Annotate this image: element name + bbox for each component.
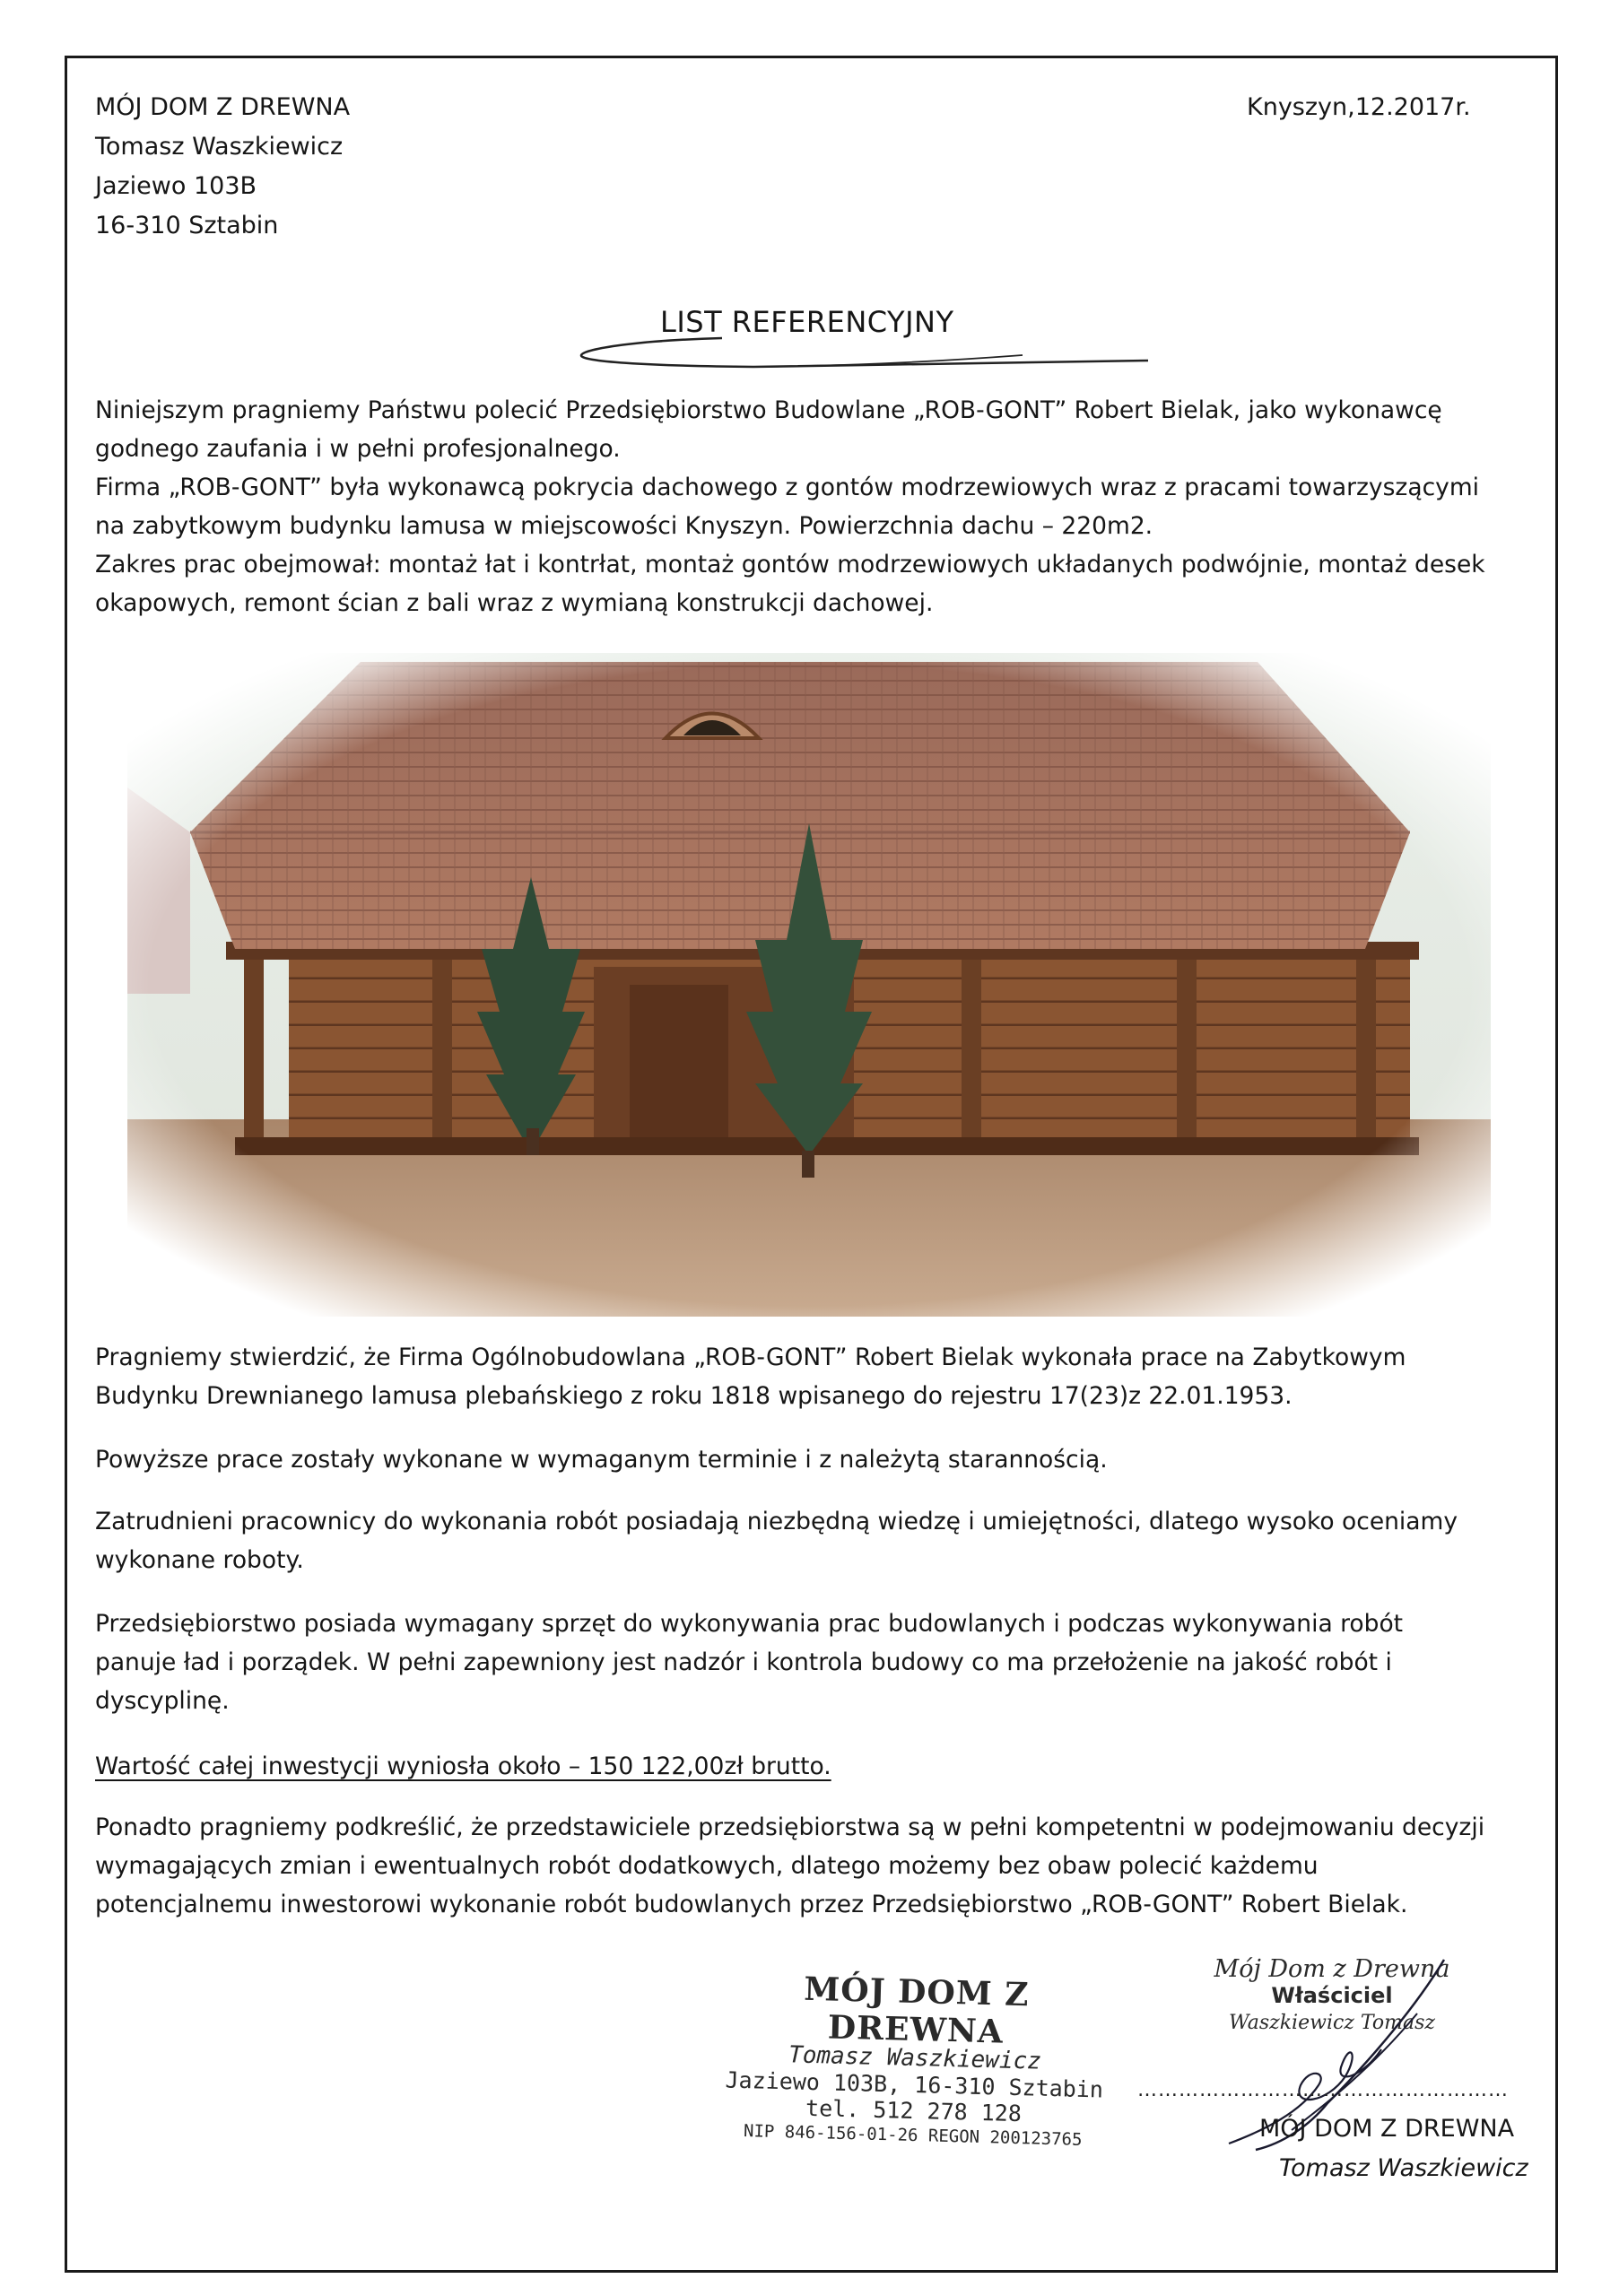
body-line: Przedsiębiorstwo posiada wymagany sprzęt do wykonywania prac budowlanych i podczas wykonywania robót [95, 1610, 1404, 1638]
sender-person: Tomasz Waszkiewicz [95, 133, 344, 161]
closing-paragraph [95, 1808, 1530, 1924]
title-swoosh [574, 334, 1166, 370]
body-line: Zatrudnieni pracownicy do wykonania robót posiadają niezbędną wiedzę i umiejętności, dlatego wysoko oceniamy [95, 1508, 1458, 1535]
document-title: LIST REFERENCYJNY [660, 305, 954, 339]
signature-person: Tomasz Waszkiewicz [1279, 2154, 1528, 2182]
intro-line: na zabytkowym budynku lamusa w miejscowości Knyszyn. Powierzchnia dachu – 220m2. [95, 512, 1153, 540]
investment-value [95, 1747, 831, 1786]
investment-value-text: Wartość całej inwestycji wyniosła około – 150 122,00zł brutto. [95, 1752, 831, 1780]
body-line: dyscyplinę. [95, 1687, 230, 1715]
body-paragraph-3 [95, 1502, 1530, 1579]
owner-stamp-line3: Waszkiewicz Tomasz [1229, 2012, 1435, 2034]
intro-line: Firma „ROB-GONT” była wykonawcą pokrycia dachowego z gontów modrzewiowych wraz z pracami towarzyszącymi [95, 474, 1480, 501]
body-paragraph-1 [95, 1338, 1530, 1415]
closing-line: Ponadto pragniemy podkreślić, że przedstawiciele przedsiębiorstwa są w pełni kompetentni w podejmowaniu decyzji [95, 1813, 1485, 1841]
body-line: wykonane roboty. [95, 1546, 304, 1574]
body-paragraph-2 [95, 1440, 1530, 1479]
sender-street: Jaziewo 103B [95, 172, 257, 200]
body-paragraph-4 [95, 1605, 1530, 1720]
company-stamp [716, 1968, 1115, 2150]
closing-line: potencjalnemu inwestorowi wykonanie robót budowlanych przez Przedsiębiorstwo „ROB-GONT” Robert Bielak. [95, 1891, 1408, 1918]
stamp-address: Jaziewo 103B, 16-310 Sztabin [725, 2066, 1104, 2103]
sender-city: 16-310 Sztabin [95, 212, 279, 239]
intro-line: okapowych, remont ścian z bali wraz z wymianą konstrukcji dachowej. [95, 589, 934, 617]
stamp-ids: NIP 846-156-01-26 REGON 200123765 [743, 2121, 1083, 2150]
intro-line: godnego zaufania i w pełni profesjonalnego. [95, 435, 621, 463]
place-date: Knyszyn,12.2017r. [1247, 93, 1471, 121]
owner-stamp-line1: Mój Dom z Drewna [1214, 1955, 1450, 1983]
sender-address [95, 88, 350, 246]
stamp-company-name: MÓJ DOM Z DREWNA [803, 1970, 1030, 2051]
signature-dots: ……………………………………………… [1137, 2079, 1509, 2101]
stamp-phone: tel. 512 278 128 [805, 2094, 1023, 2127]
building-photo [127, 653, 1491, 1317]
signature-company: MÓJ DOM Z DREWNA [1259, 2115, 1515, 2143]
body-line: Powyższe prace zostały wykonane w wymaganym terminie i z należytą starannością. [95, 1446, 1108, 1474]
closing-line: wymagających zmian i ewentualnych robót dodatkowych, dlatego możemy bez obaw polecić każdemu [95, 1852, 1319, 1880]
stamp-person: Tomasz Waszkiewicz [788, 2041, 1042, 2075]
intro-paragraph [95, 391, 1530, 622]
intro-line: Niniejszym pragniemy Państwu polecić Przedsiębiorstwo Budowlane „ROB-GONT” Robert Bielak, jako wykonawcę [95, 396, 1442, 424]
sender-company: MÓJ DOM Z DREWNA [95, 93, 351, 121]
owner-stamp-line2: Właściciel [1271, 1983, 1393, 2008]
body-line: Budynku Drewnianego lamusa plebańskiego z roku 1818 wpisanego do rejestru 17(23)z 22.01.1953. [95, 1382, 1293, 1410]
body-line: Pragniemy stwierdzić, że Firma Ogólnobudowlana „ROB-GONT” Robert Bielak wykonała prace na Zabytkowym [95, 1344, 1406, 1371]
intro-line: Zakres prac obejmował: montaż łat i kontrłat, montaż gontów modrzewiowych układanych podwójnie, montaż desek [95, 551, 1485, 578]
body-line: panuje ład i porządek. W pełni zapewniony jest nadzór i kontrola budowy co ma przełożenie na jakość robót i [95, 1648, 1392, 1676]
